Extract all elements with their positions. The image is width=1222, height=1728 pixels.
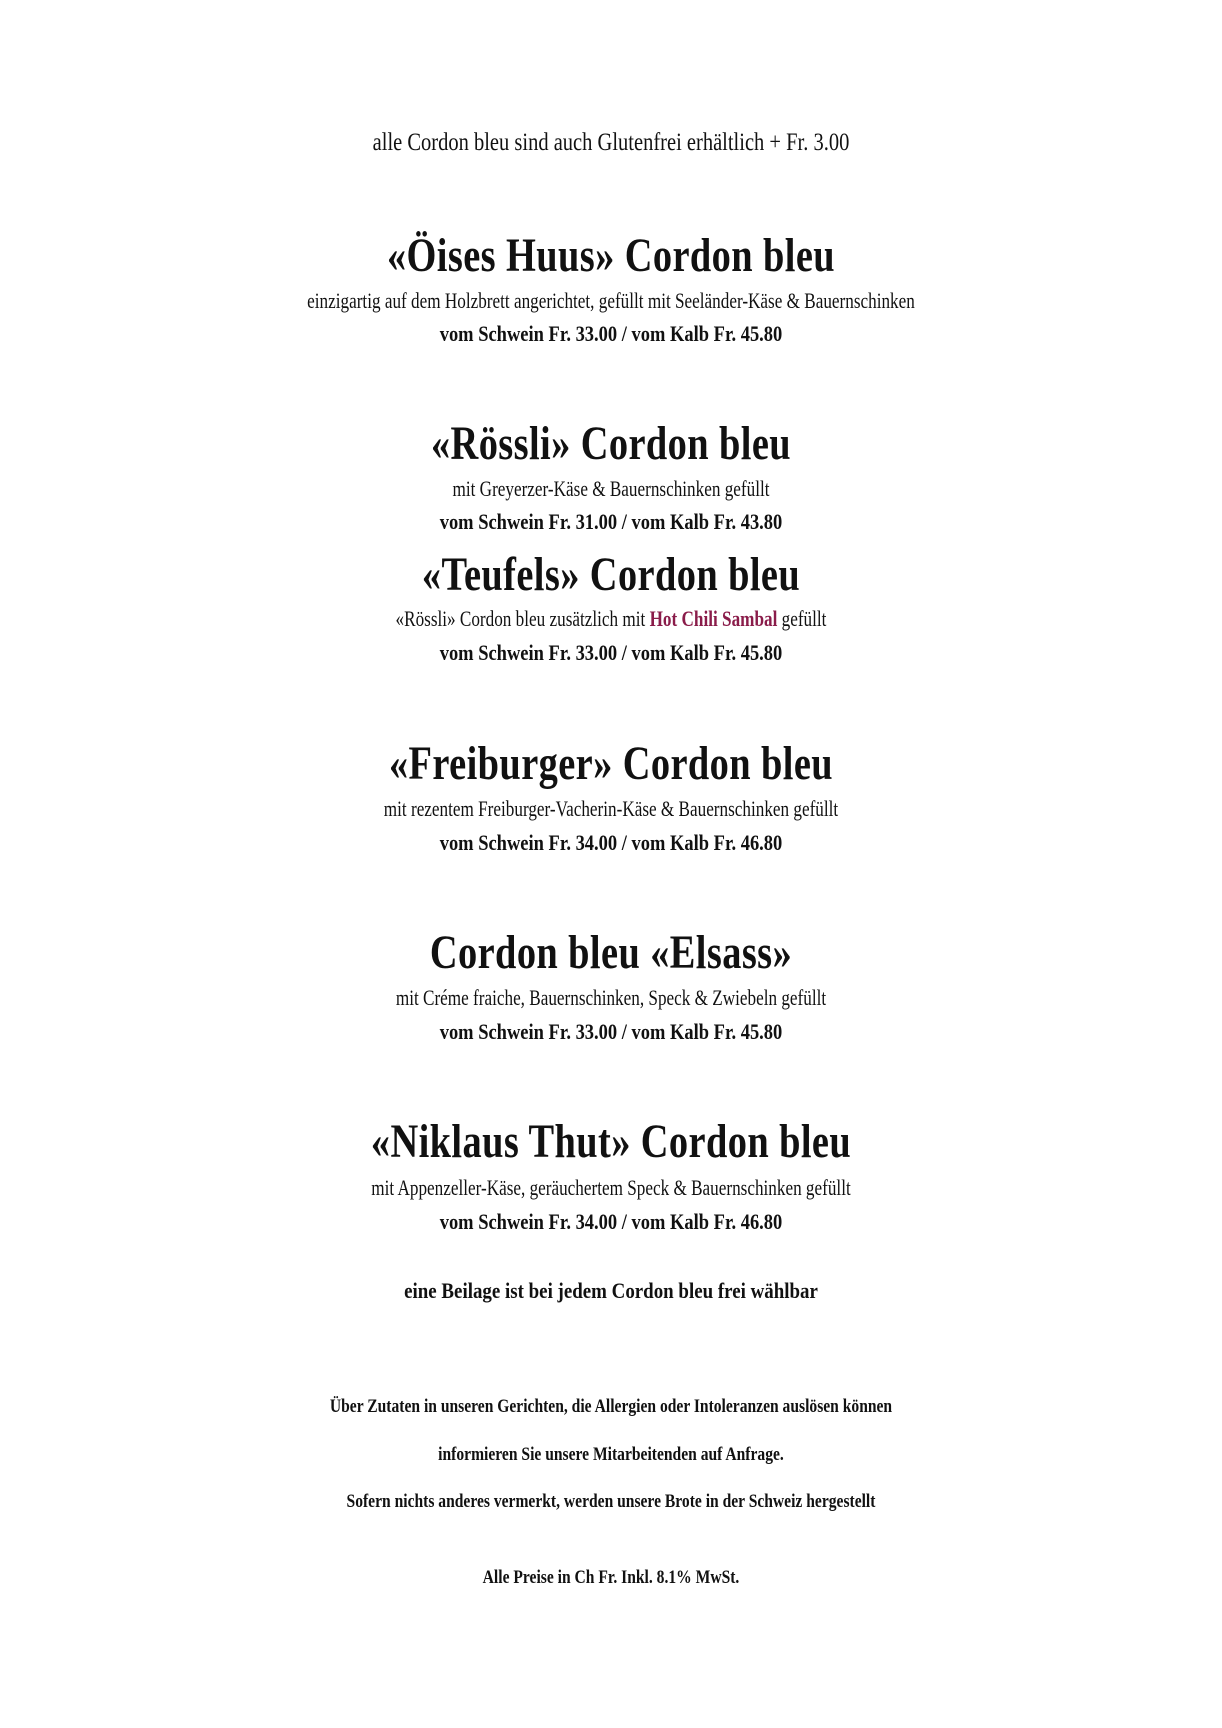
menu-item-title: «Rössli» Cordon bleu — [430, 417, 792, 470]
vat-note: Alle Preise in Ch Fr. Inkl. 8.1% MwSt. — [482, 1567, 740, 1588]
menu-item-price: vom Schwein Fr. 34.00 / vom Kalb Fr. 46.80 — [439, 1209, 783, 1234]
menu-item-price: vom Schwein Fr. 33.00 / vom Kalb Fr. 45.80 — [439, 1019, 783, 1044]
menu-item-title: «Öises Huus» Cordon bleu — [386, 229, 836, 282]
allergen-note-line2: informieren Sie unsere Mitarbeitenden auf Anfrage. — [438, 1444, 784, 1465]
menu-item-description: einzigartig auf dem Holzbrett angerichtet, gefüllt mit Seeländer-Käse & Bauernschinken — [307, 288, 915, 313]
menu-item-title: «Niklaus Thut» Cordon bleu — [370, 1115, 852, 1168]
menu-item-description: mit Appenzeller-Käse, geräuchertem Speck & Bauernschinken gefüllt — [371, 1175, 851, 1200]
description-text: «Rössli» Cordon bleu zusätzlich mit — [395, 606, 650, 631]
menu-item-description: mit Créme fraiche, Bauernschinken, Speck & Zwiebeln gefüllt — [395, 985, 827, 1010]
menu-item-title: «Freiburger» Cordon bleu — [388, 737, 834, 790]
allergen-note-line1: Über Zutaten in unseren Gerichten, die Allergien oder Intoleranzen auslösen können — [329, 1396, 893, 1417]
menu-item-price: vom Schwein Fr. 33.00 / vom Kalb Fr. 45.80 — [439, 321, 783, 346]
menu-item-description: mit rezentem Freiburger-Vacherin-Käse & Bauernschinken gefüllt — [383, 796, 839, 821]
bread-origin-note: Sofern nichts anderes vermerkt, werden unsere Brote in der Schweiz hergestellt — [346, 1491, 876, 1512]
menu-item-price: vom Schwein Fr. 33.00 / vom Kalb Fr. 45.80 — [439, 640, 783, 665]
gluten-free-note: alle Cordon bleu sind auch Glutenfrei erhältlich + Fr. 3.00 — [372, 129, 850, 156]
menu-item-description: mit Greyerzer-Käse & Bauernschinken gefüllt — [452, 476, 770, 501]
description-text: gefüllt — [777, 606, 827, 631]
menu-item-description — [134, 608, 1087, 630]
menu-item-price: vom Schwein Fr. 31.00 / vom Kalb Fr. 43.80 — [439, 509, 783, 534]
menu-item-price: vom Schwein Fr. 34.00 / vom Kalb Fr. 46.80 — [439, 830, 783, 855]
hot-chili-highlight: Hot Chili Sambal — [649, 606, 778, 631]
side-dish-note: eine Beilage ist bei jedem Cordon bleu frei wählbar — [404, 1278, 818, 1303]
menu-item-title: «Teufels» Cordon bleu — [421, 548, 801, 601]
menu-item-title: Cordon bleu «Elsass» — [429, 926, 793, 979]
